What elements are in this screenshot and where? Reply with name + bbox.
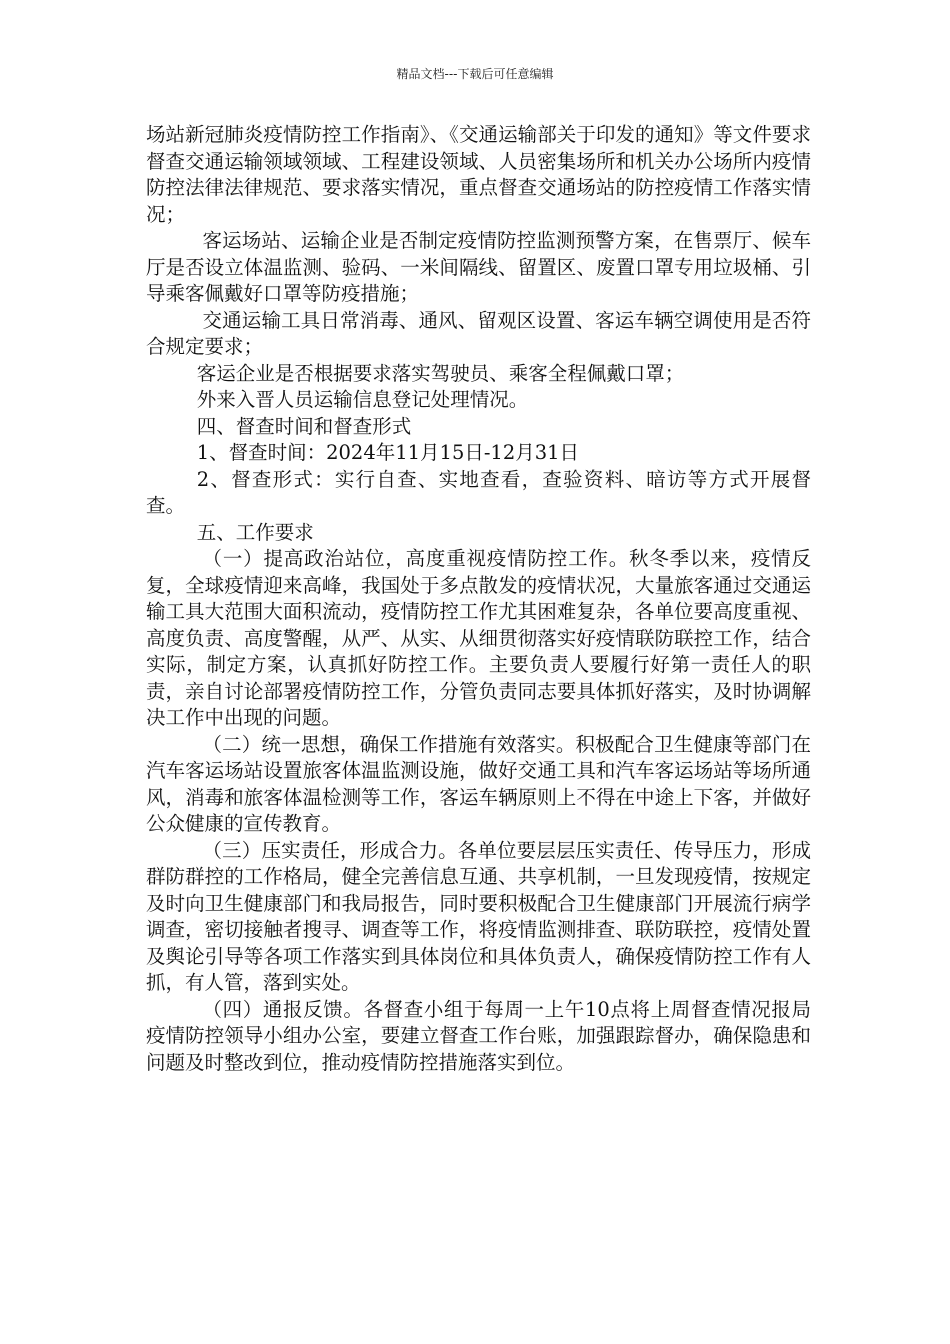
- paragraph-incoming-personnel: 外来入晋人员运输信息登记处理情况。: [196, 388, 529, 411]
- paragraph-requirement-1: （一）提高政治站位，高度重视疫情防控工作。秋冬季以来，疫情反复，全球疫情迎来高峰，我国处于多点散发的疫情状况，大量旅客通过交通运输工具大范围大面积流动，疫情防控工作尤其困难复杂，各单位要高度重视、高度负责、高度警醒，从严、从实、从细贯彻落实好疫情联防联控工作，结合实际，制定方案，认真抓好防控工作。主要负责人要履行好第一责任人的职责，亲自讨论部署疫情防控工作，分管负责同志要具体抓好落实，及时协调解决工作中出现的问题。: [146, 547, 811, 729]
- paragraph-requirement-3: （三）压实责任，形成合力。各单位要层层压实责任、传导压力，形成群防群控的工作格局，健全完善信息互通、共享机制，一旦发现疫情，按规定及时向卫生健康部门和我局报告，同时要积极配合卫生健康部门开展流行病学调查，密切接触者搜寻、调查等工作，将疫情监测排查、联防联控，疫情处置及舆论引导等各项工作落实到具体岗位和具体负责人，确保疫情防控工作有人抓，有人管，落到实处。: [146, 838, 811, 994]
- paragraph-mask-requirement: 客运企业是否根据要求落实驾驶员、乘客全程佩戴口罩；: [196, 361, 685, 385]
- paragraph-passenger-stations: 客运场站、运输企业是否制定疫情防控监测预警方案，在售票厅、候车厅是否设立体温监测、验码、一米间隔线、留置区、废置口罩专用垃圾桶、引导乘客佩戴好口罩等防疫措施；: [146, 229, 811, 305]
- section-heading-time-and-form: 四、督查时间和督查形式: [196, 414, 412, 438]
- page-header: 精品文档---下载后可任意编辑: [396, 67, 554, 81]
- paragraph-transport-vehicles: 交通运输工具日常消毒、通风、留观区设置、客运车辆空调使用是否符合规定要求；: [146, 308, 811, 358]
- paragraph-requirement-2: （二）统一思想，确保工作措施有效落实。积极配合卫生健康等部门在汽车客运场站设置旅客体温监测设施，做好交通工具和汽车客运场站等场所通风，消毒和旅客体温检测等工作，客运车辆原则上不得在中途上下客，并做好公众健康的宣传教育。: [146, 732, 811, 835]
- paragraph-continued-guidelines: 场站新冠肺炎疫情防控工作指南》、《交通运输部关于印发的通知》等文件要求督查交通运输领域领域、工程建设领域、人员密集场所和机关办公场所内疫情防控法律法律规范、要求落实情况，重点督查交通场站的防控疫情工作落实情况；: [146, 123, 811, 226]
- paragraph-inspection-time: 1、督查时间：2024年11月15日-12月31日: [196, 441, 580, 464]
- paragraph-inspection-form: 2、督查形式：实行自查、实地查看，查验资料、暗访等方式开展督查。: [146, 467, 811, 517]
- paragraph-requirement-4: （四）通报反馈。各督查小组于每周一上午10点将上周督查情况报局疫情防控领导小组办公室，要建立督查工作台账，加强跟踪督办，确保隐患和问题及时整改到位，推动疫情防控措施落实到位。: [146, 997, 811, 1074]
- section-heading-work-requirements: 五、工作要求: [196, 520, 314, 544]
- document-body: [146, 122, 811, 1076]
